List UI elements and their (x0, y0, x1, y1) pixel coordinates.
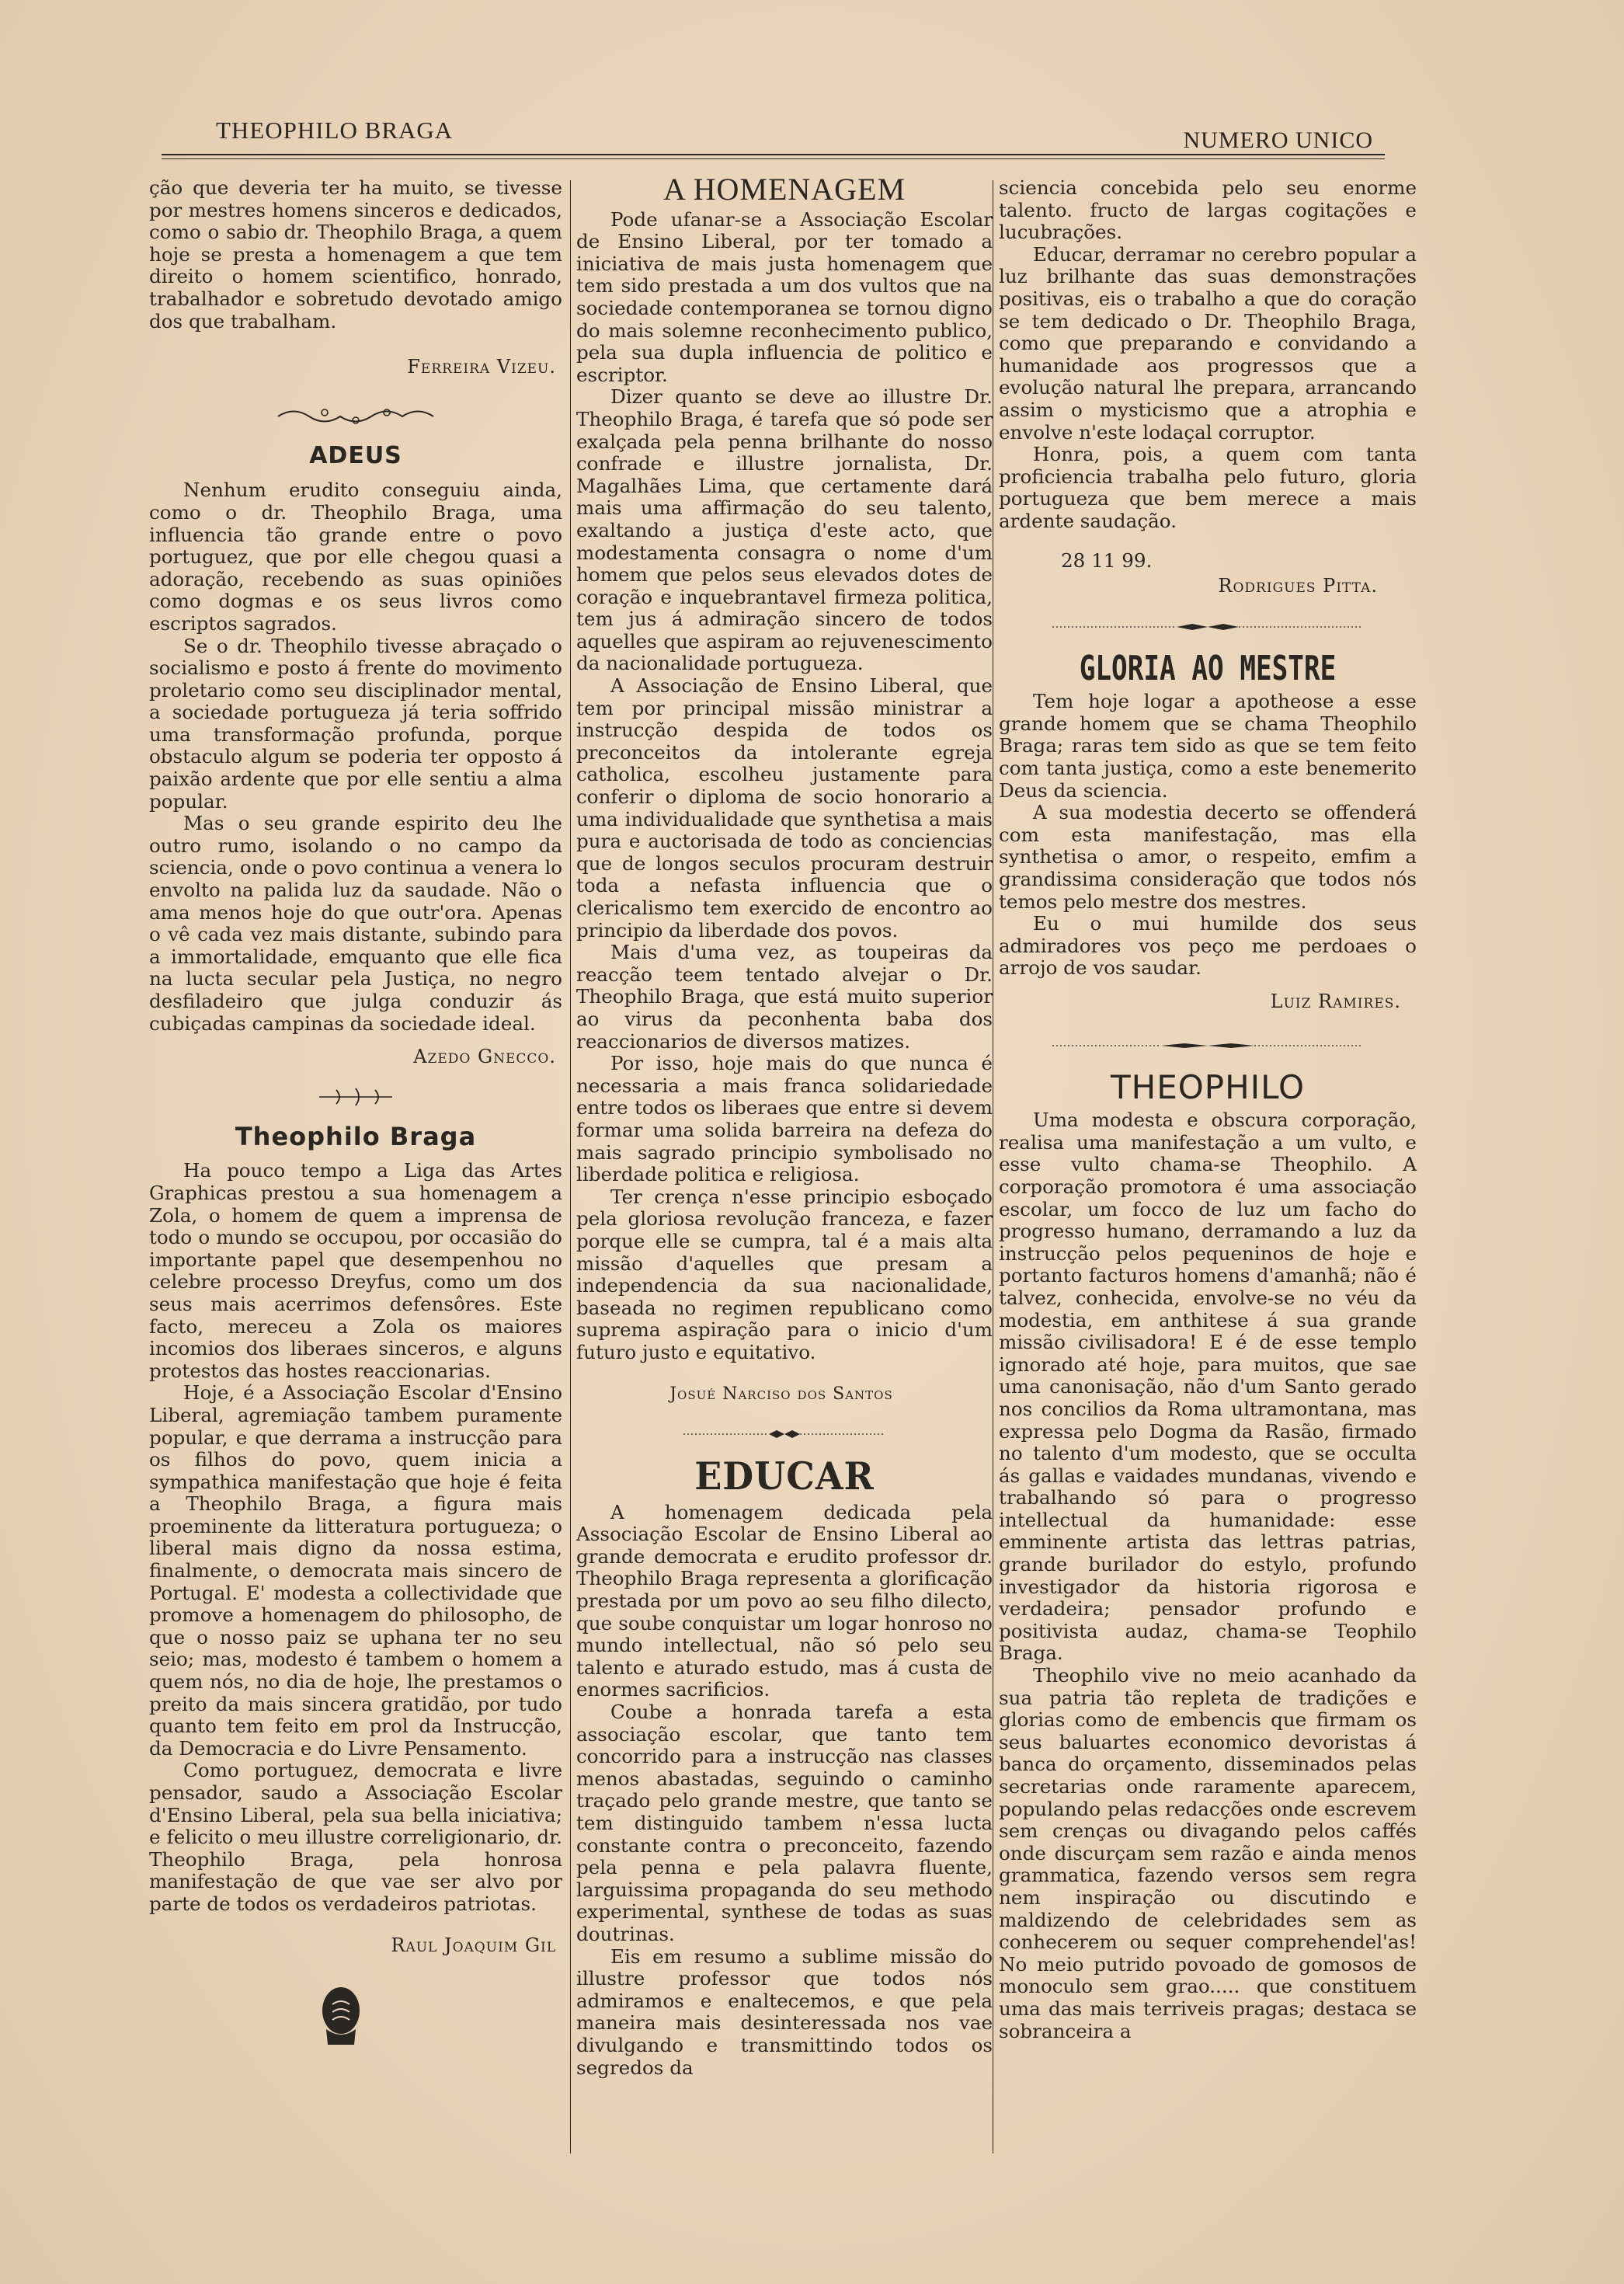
paragraph: A sua modestia decerto se offenderá com esta manifestação, mas ella synthetisa o amor, o respeito, emfim a grandissima consideração que todos nós temos pelo mestre dos mestres. (999, 801, 1417, 913)
column-1 (149, 177, 562, 2053)
signature: Ferreira Vizeu. (407, 356, 556, 378)
signature: Rodrigues Pitta. (1218, 575, 1378, 597)
article-continuation: ção que deveria ter ha muito, se tivesse por mestres homens sinceros e dedicados, como o sabio dr. Theophilo Braga, a quem hoje se presta a homenagem a que tem direito o homem scientifico, honrado, trabalhador e sobretudo devotado amigo dos que trabalham. (149, 176, 562, 333)
article-title: ADEUS (309, 441, 402, 469)
paragraph: Por isso, hoje mais do que nunca é necessaria a mais franca solidariedade entre todos os liberaes que entre si devem formar uma solida barreira na defeza do mais sagrado principio symbolisado no liberdade politica e religiosa. (576, 1052, 993, 1186)
article-date: 28 11 99. (1061, 548, 1153, 572)
ornament-rule-icon (999, 618, 1417, 641)
column-3 (999, 177, 1417, 2042)
paragraph: Theophilo vive no meio acanhado da sua patria tão repleta de tradições e glorias como de embencis que firmam os seus baluartes economico devoristas á banca do orçamento, disseminados pelas secretarias onde raramente aparecem, populando pelas redacções onde escrevem sem crenças ou divagando pelos caffés onde discurçam sem razão e ainda menos grammatica, fazendo versos sem regra nem inspiração ou discutindo e maldizendo de celebridades sem as conhecerem ou sequer comprehendel'as! No meio putrido povoado de gomosos de monoculo sem grao..... que constituem uma das mais terriveis pragas; destaca se sobranceira a (999, 1664, 1417, 2042)
paragraph: Ha pouco tempo a Liga das Artes Graphicas prestou a sua homenagem a Zola, o homem de quem a imprensa de todo o mundo se occupou, por occasião do importante papel que desempenhou no celebre processo Dreyfus, como um dos seus mais acerrimos defensôres. Este facto, mereceu a Zola os maiores incomios dos liberaes sinceros, e alguns protestos das hostes reaccionarias. (149, 1159, 562, 1382)
signature: Azedo Gnecco. (413, 1046, 556, 1068)
paragraph: Mais d'uma vez, as toupeiras da reacção teem tentado alvejar o Dr. Theophilo Braga, que está muito superior ao virus da peconhenta baba dos reaccionarios de diversos matizes. (576, 941, 993, 1053)
paragraph: Honra, pois, a quem com tanta proficiencia trabalha pelo futuro, gloria portugueza que bem merece a mais ardente saudação. (999, 443, 1417, 532)
paragraph: Ter crença n'esse principio esboçado pela gloriosa revolução franceza, e fazer porque elle se cumpra, tal é a mais alta missão d'aquelles que presam a independencia da sua nacionalidade, baseada no regimen republicano como suprema aspiração para o inicio d'um futuro justo e equitativo. (576, 1185, 993, 1363)
column-2 (576, 172, 993, 2079)
article-title: Theophilo Braga (235, 1121, 477, 1151)
header-rule (162, 154, 1385, 155)
article-title: A HOMENAGEM (662, 172, 906, 207)
ornament-rule-icon (576, 1425, 993, 1448)
publisher-seal-icon (318, 1983, 562, 2053)
dateline (999, 550, 1417, 573)
ornament-flourish-icon (149, 1085, 562, 1109)
paragraph: Como portuguez, democrata e livre pensador, saudo a Associação Escolar d'Ensino Liberal, pela sua bella iniciativa; e felicito o meu illustre correligionario, dr. Theophilo Braga, pela honrosa manifestação de que vae ser alvo por parte de todos os verdadeiros patriotas. (149, 1759, 562, 1915)
paragraph: Dizer quanto se deve ao illustre Dr. Theophilo Braga, é tarefa que só pode ser exalçada pela penna brilhante do nosso confrade e illustre jornalista, Dr. Magalhães Lima, que certamente dará mais uma affirmação do seu talento, exaltando a justiça d'este acto, que modestamenta consagra o nome d'um homem que pelos seus elevados dotes de coração e inquebrantavel firmeza politica, tem jus á admiração sincero de todos aquelles que aspiram ao rejuvenescimento da nacionalidade portugueza. (576, 385, 993, 675)
ornament-flourish-icon (149, 405, 562, 428)
column-divider (570, 180, 571, 2153)
paragraph: Uma modesta e obscura corporação, realisa uma manifestação a um vulto, e esse vulto chama-se Theophilo. A corporação promotora é uma associação escolar, um focco de luz um facho do progresso humano, derramando a luz da instrucção pelos pequeninos de hoje e portanto facturos homens d'amanhã; não é talvez, conhecida, envolve-se no véu da modestia, em anthitese á sua grande missão civilisadora! E é de esse templo ignorado até hoje, para muitos, que sae uma canonisação, não d'um Santo gerado nos concilios da Roma ultramontana, mas expressa pelo Dogma da Rasão, firmado no talento d'um modesto, que se occulta ás gallas e vaidades mundanas, vivendo e trabalhando só para o progresso intellectual da humanidade: esse emminente artista das lettras patrias, grande burilador do estylo, profundo investigador da historia rigorosa e verdadeira; pensador profundo e positivista audaz, chama-se Teophilo Braga. (999, 1109, 1417, 1665)
signature: Luiz Ramires. (1270, 991, 1401, 1012)
paragraph: Eu o mui humilde dos seus admiradores vos peço me perdoaes o arrojo de vos saudar. (999, 912, 1417, 980)
signature: Raul Joaquim Gil (391, 1934, 556, 1956)
paragraph: Se o dr. Theophilo tivesse abraçado o socialismo e posto á frente do movimento proletario como seu disciplinador mental, a sociedade portugueza já teria soffrido uma transformação profunda, porque obstaculo algum se poderia ter opposto á paixão ardente que por elle sentiu a alma popular. (149, 634, 562, 813)
ornament-rule-icon (999, 1036, 1417, 1060)
paragraph: A homenagem dedicada pela Associação Escolar de Ensino Liberal ao grande democrata e erudito professor dr. Theophilo Braga representa a glorificação prestada por um povo ao seu filho dilecto, que soube conquistar um logar honroso no mundo intellectual, não só pelo seu talento e aturado estudo, mas á custa de enormes sacrificios. (576, 1500, 993, 1701)
article-title: GLORIA AO MESTRE (1079, 648, 1337, 688)
paragraph: Pode ufanar-se a Associação Escolar de Ensino Liberal, por ter tomado a iniciativa de mais justa homenagem que tem sido prestada a um dos vultos que na sociedade contemporanea se tornou digno do mais solemne reconhecimento publico, pela sua dupla influencia de politico e escriptor. (576, 207, 993, 386)
paragraph: Coube a honrada tarefa a esta associação escolar, que tanto tem concorrido para a instrucção nas classes menos abastadas, seguindo o caminho traçado pelo grande mestre, que tanto se tem distinguido tambem n'essa lucta constante contra o preconceito, fazendo pela penna e pela palavra fluente, larguissima propaganda do seu methodo experimental, synthese de todas as suas doutrinas. (576, 1701, 993, 1945)
header-edition: NUMERO UNICO (1183, 127, 1373, 153)
header-rule-thin (162, 158, 1385, 159)
article-title: EDUCAR (694, 1454, 875, 1499)
paragraph: Hoje, é a Associação Escolar d'Ensino Liberal, agremiação tambem puramente popular, e que derrama a instrucção para os filhos do povo, quem inicia a sympathica manifestação que hoje é feita a Theophilo Braga, a figura mais proeminente da litteratura portugueza; o liberal mais digno da nossa estima, finalmente, o democrata mais sincero de Portugal. E' modesta a collectividade que promove a homenagem do philosopho, de que o nosso paiz se uphana ter no seu seio; mas, modesto é tambem o homem a quem nós, no dia de hoje, lhe prestamos o preito da mais sincera gratidão, por tudo quanto tem feito em prol da Instrucção, da Democracia e do Livre Pensamento. (149, 1381, 562, 1760)
paragraph: Eis em resumo a sublime missão do illustre professor que todos nós admiramos e enaltecemos, e que pela maneira mais desinteressada nos vae divulgando e transmittindo todos os segredos da (576, 1945, 993, 2079)
article-continuation: sciencia concebida pelo seu enorme talento. fructo de largas cogitações e lucubrações. (999, 176, 1417, 244)
header-title: THEOPHILO BRAGA (216, 117, 454, 144)
paragraph: A Associação de Ensino Liberal, que tem por principal missão ministrar a instrucção despida de todos os preconceitos da intolerante egreja catholica, escolheu justamente para conferir o diploma de socio honorario a uma individualidade que synthetisa a mais pura e auctorisada de todo as conciencias que de longos seculos procuram destruir toda a nefasta influencia que o clericalismo tem exercido de encontro ao principio da liberdade dos povos. (576, 674, 993, 942)
article-title: THEOPHILO (1110, 1067, 1306, 1106)
paragraph: Mas o seu grande espirito deu lhe outro rumo, isolando o no campo da sciencia, onde o povo continua a venera lo envolto na palida luz da saudade. Não o ama menos hoje do que outr'ora. Apenas o vê cada vez mais distante, subindo para a immortalidade, emquanto que elle fica na lucta secular pela Justiça, no negro desfiladeiro que julga conduzir ás cubiçadas campinas da sociedade ideal. (149, 812, 562, 1035)
paragraph: Nenhum erudito conseguiu ainda, como o dr. Theophilo Braga, uma influencia tão grande entre o povo portuguez, que por elle chegou quasi a adoração, recebendo as suas opiniões como dogmas e os seus livros como escriptos sagrados. (149, 479, 562, 635)
paragraph: Tem hoje logar a apotheose a esse grande homem que se chama Theophilo Braga; raras tem sido as que se tem feito com tanta justiça, como a este benemerito Deus da sciencia. (999, 690, 1417, 802)
signature: Josué Narciso dos Santos (669, 1384, 893, 1405)
paragraph: Educar, derramar no cerebro popular a luz brilhante das suas demonstrações positivas, eis o trabalho a que do coração se tem dedicado o Dr. Theophilo Braga, como que preparando e convidando a humanidade aos progressos que a evolução natural lhe prepara, arrancando assim o mysticismo que a atrophia e envolve n'este lodaçal corruptor. (999, 242, 1417, 444)
